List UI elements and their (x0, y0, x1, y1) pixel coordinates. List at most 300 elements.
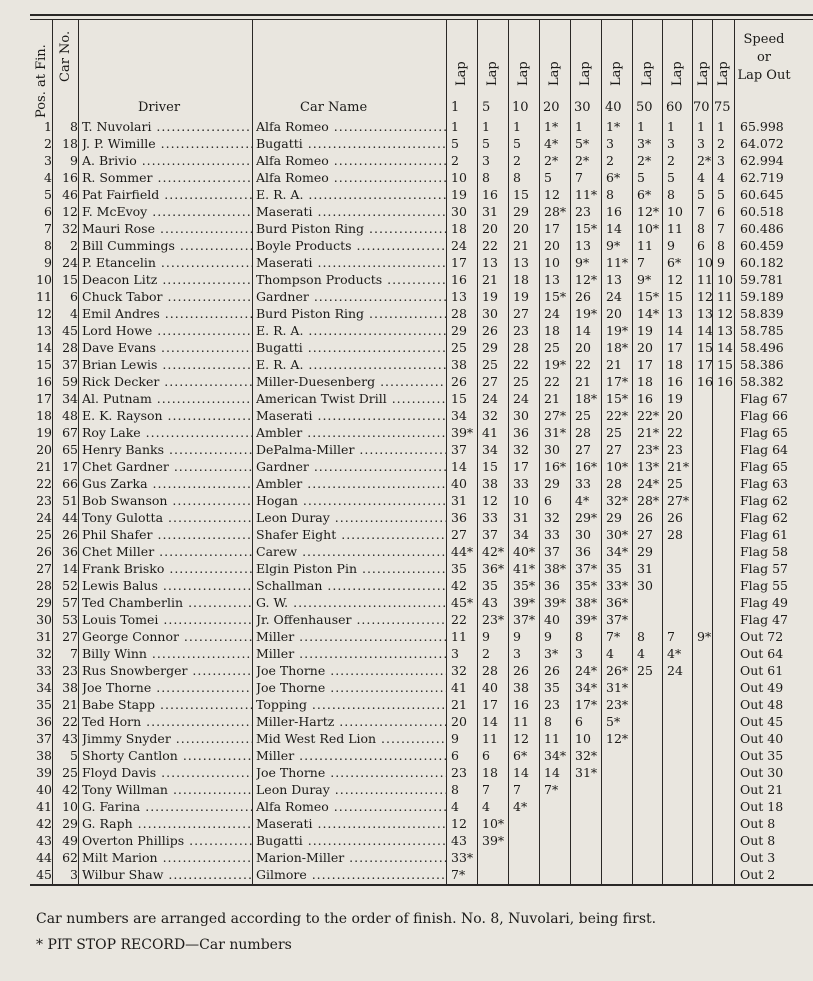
lap-60-position: 19 (667, 391, 683, 406)
lap-60-position: 7 (667, 629, 675, 644)
lap-1-position: 11 (451, 629, 467, 644)
lap-40-position: 28 (606, 476, 622, 491)
pit-stop-footnote: * PIT STOP RECORD—Car numbers (36, 937, 292, 953)
car-name: Maserati ..... (256, 203, 446, 220)
lap-5-position: 8 (482, 170, 490, 185)
table-row (0, 526, 813, 543)
lap-30-position: 12* (575, 272, 598, 287)
speed-or-lap-out: Out 72 (740, 629, 784, 644)
table-row (0, 441, 813, 458)
lap-10-position: 14 (513, 765, 529, 780)
lap-50-position: 20 (637, 340, 653, 355)
finish-position: 31 (36, 629, 52, 644)
driver-name: Overton Phillips ..... (82, 832, 252, 849)
lap-50-position: 19 (637, 323, 653, 338)
lap-10-position: 33 (513, 476, 529, 491)
lap-70-position: 17 (697, 357, 713, 372)
lap-60-position: 15 (667, 289, 683, 304)
lap-1-position: 44* (451, 544, 474, 559)
lap-10-position: 9 (513, 629, 521, 644)
finish-position: 30 (36, 612, 52, 627)
lap-10-position: 40* (513, 544, 536, 559)
lap-1-position: 8 (451, 782, 459, 797)
lap-5-position: 14 (482, 714, 498, 729)
header-lap-75: Lap (716, 61, 731, 86)
finish-position: 23 (36, 493, 52, 508)
lap-10-position: 3 (513, 646, 521, 661)
table-row (0, 118, 813, 135)
driver-name: Lord Howe ..... (82, 322, 252, 339)
lap-40-position: 32* (606, 493, 629, 508)
car-number: 6 (70, 289, 78, 304)
table-row (0, 390, 813, 407)
lap-50-position: 8 (637, 629, 645, 644)
car-name: Bugatti ..... (256, 135, 446, 152)
car-number: 5 (70, 748, 78, 763)
finish-position: 32 (36, 646, 52, 661)
car-number: 52 (62, 578, 78, 593)
lap-40-position: 1* (606, 119, 621, 134)
lap-10-position: 37* (513, 612, 536, 627)
lap-20-position: 37 (544, 544, 560, 559)
car-number: 36 (62, 544, 78, 559)
lap-60-position: 18 (667, 357, 683, 372)
lap-10-position: 30 (513, 408, 529, 423)
table-row (0, 186, 813, 203)
car-number: 37 (62, 357, 78, 372)
car-name: Joe Thorne ..... (256, 662, 446, 679)
lap-50-position: 7 (637, 255, 645, 270)
lap-30-position: 34* (575, 680, 598, 695)
lap-1-position: 18 (451, 221, 467, 236)
lap-40-position: 30* (606, 527, 629, 542)
lap-1-position: 16 (451, 272, 467, 287)
lap-30-position: 33 (575, 476, 591, 491)
car-number: 45 (62, 323, 78, 338)
lap-20-position: 10 (544, 255, 560, 270)
lap-1-position: 13 (451, 289, 467, 304)
header-speed-line-2: or (756, 50, 772, 65)
table-row (0, 458, 813, 475)
lap-num-30: 30 (574, 100, 591, 115)
lap-40-position: 12* (606, 731, 629, 746)
speed-or-lap-out: Flag 49 (740, 595, 789, 610)
lap-10-position: 2 (513, 153, 521, 168)
speed-or-lap-out: Out 48 (740, 697, 784, 712)
lap-10-position: 19 (513, 289, 529, 304)
lap-1-position: 30 (451, 204, 467, 219)
lap-30-position: 35* (575, 578, 598, 593)
lap-10-position: 21 (513, 238, 529, 253)
lap-30-position: 1 (575, 119, 583, 134)
car-name: Ambler ..... (256, 475, 446, 492)
lap-30-position: 31* (575, 765, 598, 780)
car-name: Carew ..... (256, 543, 446, 560)
lap-20-position: 23 (544, 697, 560, 712)
lap-75-position: 15 (717, 357, 733, 372)
lap-30-position: 8 (575, 629, 583, 644)
lap-10-position: 5 (513, 136, 521, 151)
lap-5-position: 41 (482, 425, 498, 440)
table-row (0, 764, 813, 781)
finish-position: 27 (36, 561, 52, 576)
table-row (0, 679, 813, 696)
lap-5-position: 32 (482, 408, 498, 423)
table-row (0, 866, 813, 883)
lap-20-position: 22 (544, 374, 560, 389)
table-row (0, 628, 813, 645)
lap-50-position: 26 (637, 510, 653, 525)
lap-1-position: 43 (451, 833, 467, 848)
table-row (0, 815, 813, 832)
lap-num-1: 1 (451, 100, 460, 115)
lap-30-position: 37* (575, 561, 598, 576)
driver-name: Floyd Davis ..... (82, 764, 252, 781)
lap-60-position: 25 (667, 476, 683, 491)
lap-30-position: 39* (575, 612, 598, 627)
lap-10-position: 23 (513, 323, 529, 338)
speed-or-lap-out: Flag 58 (740, 544, 789, 559)
lap-5-position: 30 (482, 306, 498, 321)
lap-20-position: 5 (544, 170, 552, 185)
lap-1-position: 27 (451, 527, 467, 542)
finish-position: 17 (36, 391, 52, 406)
car-name: E. R. A. ..... (256, 356, 446, 373)
lap-70-position: 4 (697, 170, 705, 185)
lap-1-position: 1 (451, 119, 459, 134)
driver-name: George Connor ..... (82, 628, 252, 645)
car-number: 49 (62, 833, 78, 848)
lap-40-position: 17* (606, 374, 629, 389)
lap-40-position: 6* (606, 170, 621, 185)
car-number: 18 (62, 136, 78, 151)
table-row (0, 696, 813, 713)
lap-10-position: 8 (513, 170, 521, 185)
lap-1-position: 4 (451, 799, 459, 814)
car-number: 2 (70, 238, 78, 253)
lap-50-position: 23* (637, 442, 660, 457)
driver-name: Chuck Tabor ..... (82, 288, 252, 305)
lap-1-position: 24 (451, 238, 467, 253)
lap-60-position: 22 (667, 425, 683, 440)
lap-40-position: 24 (606, 289, 622, 304)
lap-30-position: 25 (575, 408, 591, 423)
driver-name: F. McEvoy ..... (82, 203, 252, 220)
lap-5-position: 20 (482, 221, 498, 236)
lap-num-40: 40 (605, 100, 622, 115)
driver-name: Bill Cummings ..... (82, 237, 252, 254)
table-row (0, 220, 813, 237)
finish-position: 28 (36, 578, 52, 593)
car-name: Thompson Products ..... (256, 271, 446, 288)
results-table-body (0, 118, 813, 883)
lap-40-position: 14 (606, 221, 622, 236)
lap-20-position: 25 (544, 340, 560, 355)
car-number: 46 (62, 187, 78, 202)
finish-position: 44 (36, 850, 52, 865)
lap-1-position: 19 (451, 187, 467, 202)
driver-name: R. Sommer ..... (82, 169, 252, 186)
table-row (0, 560, 813, 577)
finish-position: 34 (36, 680, 52, 695)
lap-70-position: 10 (697, 255, 713, 270)
finish-position: 4 (44, 170, 52, 185)
car-name: Miller ..... (256, 628, 446, 645)
speed-or-lap-out: 60.518 (740, 204, 784, 219)
header-lap-30: Lap (578, 61, 593, 86)
driver-name: Joe Thorne ..... (82, 679, 252, 696)
lap-5-position: 43 (482, 595, 498, 610)
car-number: 14 (62, 561, 78, 576)
lap-40-position: 3 (606, 136, 614, 151)
table-row (0, 322, 813, 339)
lap-50-position: 3* (637, 136, 652, 151)
car-name: Alfa Romeo ..... (256, 152, 446, 169)
lap-5-position: 37 (482, 527, 498, 542)
speed-or-lap-out: Out 21 (740, 782, 784, 797)
car-number: 9 (70, 153, 78, 168)
car-number: 7 (70, 646, 78, 661)
lap-5-position: 17 (482, 697, 498, 712)
lap-5-position: 18 (482, 765, 498, 780)
lap-50-position: 6* (637, 187, 652, 202)
car-number: 4 (70, 306, 78, 321)
lap-20-position: 8 (544, 714, 552, 729)
lap-60-position: 16 (667, 374, 683, 389)
header-speed-line-3: Lap Out (737, 68, 791, 83)
driver-name: Al. Putnam ..... (82, 390, 252, 407)
lap-1-position: 45* (451, 595, 474, 610)
lap-60-position: 1 (667, 119, 675, 134)
lap-70-position: 16 (697, 374, 713, 389)
finish-position: 10 (36, 272, 52, 287)
lap-5-position: 34 (482, 442, 498, 457)
lap-1-position: 10 (451, 170, 467, 185)
table-row (0, 407, 813, 424)
lap-1-position: 37 (451, 442, 467, 457)
lap-40-position: 27 (606, 442, 622, 457)
header-pos: Pos. at Fin. (34, 44, 49, 118)
lap-40-position: 15* (606, 391, 629, 406)
lap-20-position: 26 (544, 663, 560, 678)
lap-50-position: 1 (637, 119, 645, 134)
lap-10-position: 16 (513, 697, 529, 712)
lap-40-position: 22* (606, 408, 629, 423)
car-number: 26 (62, 527, 78, 542)
lap-40-position: 7* (606, 629, 621, 644)
lap-10-position: 25 (513, 374, 529, 389)
lap-60-position: 28 (667, 527, 683, 542)
lap-40-position: 21 (606, 357, 622, 372)
finish-position: 6 (44, 204, 52, 219)
lap-5-position: 39* (482, 833, 505, 848)
lap-30-position: 29* (575, 510, 598, 525)
car-name: E. R. A. ..... (256, 186, 446, 203)
lap-5-position: 4 (482, 799, 490, 814)
car-name: Joe Thorne ..... (256, 679, 446, 696)
lap-1-position: 35 (451, 561, 467, 576)
lap-20-position: 21 (544, 391, 560, 406)
driver-name: T. Nuvolari ..... (82, 118, 252, 135)
driver-name: Chet Miller ..... (82, 543, 252, 560)
finish-position: 2 (44, 136, 52, 151)
lap-40-position: 19* (606, 323, 629, 338)
lap-40-position: 18* (606, 340, 629, 355)
lap-30-position: 18* (575, 391, 598, 406)
lap-60-position: 12 (667, 272, 683, 287)
finish-position: 11 (36, 289, 52, 304)
speed-or-lap-out: Out 30 (740, 765, 784, 780)
header-lap-70: Lap (696, 61, 711, 86)
lap-5-position: 13 (482, 255, 498, 270)
lap-20-position: 17 (544, 221, 560, 236)
lap-40-position: 4 (606, 646, 614, 661)
lap-1-position: 36 (451, 510, 467, 525)
header-car-no: Car No. (58, 30, 73, 82)
lap-60-position: 10 (667, 204, 683, 219)
lap-60-position: 27* (667, 493, 690, 508)
driver-name: Gus Zarka ..... (82, 475, 252, 492)
lap-40-position: 16 (606, 204, 622, 219)
lap-10-position: 38 (513, 680, 529, 695)
lap-50-position: 15* (637, 289, 660, 304)
speed-or-lap-out: Out 64 (740, 646, 784, 661)
lap-10-position: 4* (513, 799, 528, 814)
lap-1-position: 28 (451, 306, 467, 321)
finish-position: 5 (44, 187, 52, 202)
lap-10-position: 10 (513, 493, 529, 508)
lap-50-position: 2* (637, 153, 652, 168)
finish-position: 25 (36, 527, 52, 542)
finish-position: 38 (36, 748, 52, 763)
car-name: Alfa Romeo ..... (256, 118, 446, 135)
lap-75-position: 2 (717, 136, 725, 151)
lap-70-position: 12 (697, 289, 713, 304)
lap-10-position: 12 (513, 731, 529, 746)
header-lap-50: Lap (640, 61, 655, 86)
lap-40-position: 37* (606, 612, 629, 627)
finish-position: 36 (36, 714, 52, 729)
lap-20-position: 32 (544, 510, 560, 525)
lap-70-position: 2* (697, 153, 712, 168)
table-row (0, 237, 813, 254)
lap-60-position: 9 (667, 238, 675, 253)
lap-1-position: 39* (451, 425, 474, 440)
lap-5-position: 40 (482, 680, 498, 695)
lap-50-position: 14* (637, 306, 660, 321)
lap-1-position: 25 (451, 340, 467, 355)
lap-75-position: 7 (717, 221, 725, 236)
table-row (0, 798, 813, 815)
car-number: 43 (62, 731, 78, 746)
driver-name: Mauri Rose ..... (82, 220, 252, 237)
finish-position: 12 (36, 306, 52, 321)
finish-position: 15 (36, 357, 52, 372)
speed-or-lap-out: 58.386 (740, 357, 784, 372)
header-lap-40: Lap (609, 61, 624, 86)
finish-position: 13 (36, 323, 52, 338)
lap-30-position: 3 (575, 646, 583, 661)
speed-or-lap-out: 58.785 (740, 323, 784, 338)
car-number: 17 (62, 459, 78, 474)
lap-20-position: 19* (544, 357, 567, 372)
lap-1-position: 26 (451, 374, 467, 389)
lap-5-position: 22 (482, 238, 498, 253)
car-name: Leon Duray ..... (256, 781, 446, 798)
lap-75-position: 11 (717, 289, 733, 304)
lap-20-position: 16* (544, 459, 567, 474)
finish-position: 41 (36, 799, 52, 814)
table-row (0, 577, 813, 594)
lap-1-position: 9 (451, 731, 459, 746)
speed-or-lap-out: Out 8 (740, 816, 776, 831)
header-driver: Driver (138, 100, 181, 115)
lap-20-position: 31* (544, 425, 567, 440)
lap-5-position: 19 (482, 289, 498, 304)
driver-name: G. Raph ..... (82, 815, 252, 832)
car-name: American Twist Drill ..... (256, 390, 446, 407)
finish-position: 45 (36, 867, 52, 882)
top-rule (30, 14, 813, 16)
table-row (0, 152, 813, 169)
lap-75-position: 8 (717, 238, 725, 253)
car-name: Maserati ..... (256, 815, 446, 832)
header-lap-10: Lap (516, 61, 531, 86)
lap-40-position: 33* (606, 578, 629, 593)
driver-name: Frank Brisko ..... (82, 560, 252, 577)
lap-70-position: 11 (697, 272, 713, 287)
lap-5-position: 35 (482, 578, 498, 593)
lap-75-position: 10 (717, 272, 733, 287)
driver-name: Wilbur Shaw ..... (82, 866, 252, 883)
finish-position: 40 (36, 782, 52, 797)
lap-30-position: 36 (575, 544, 591, 559)
speed-or-lap-out: 58.839 (740, 306, 784, 321)
finish-position: 35 (36, 697, 52, 712)
lap-60-position: 5 (667, 170, 675, 185)
lap-50-position: 4 (637, 646, 645, 661)
lap-40-position: 11* (606, 255, 629, 270)
car-name: G. W. ..... (256, 594, 446, 611)
driver-name: Lewis Balus ..... (82, 577, 252, 594)
lap-50-position: 27 (637, 527, 653, 542)
lap-20-position: 35 (544, 680, 560, 695)
finish-position: 19 (36, 425, 52, 440)
finish-position: 20 (36, 442, 52, 457)
table-row (0, 203, 813, 220)
bottom-rule (30, 884, 813, 886)
table-row (0, 135, 813, 152)
lap-75-position: 12 (717, 306, 733, 321)
lap-1-position: 31 (451, 493, 467, 508)
car-name: Marion-Miller ..... (256, 849, 446, 866)
driver-name: Deacon Litz ..... (82, 271, 252, 288)
lap-30-position: 27 (575, 442, 591, 457)
lap-50-position: 10* (637, 221, 660, 236)
lap-10-position: 36 (513, 425, 529, 440)
lap-30-position: 20 (575, 340, 591, 355)
lap-20-position: 11 (544, 731, 560, 746)
car-name: Schallman ..... (256, 577, 446, 594)
lap-40-position: 34* (606, 544, 629, 559)
lap-10-position: 39* (513, 595, 536, 610)
lap-50-position: 11 (637, 238, 653, 253)
driver-name: Roy Lake ..... (82, 424, 252, 441)
lap-30-position: 26 (575, 289, 591, 304)
finish-position: 14 (36, 340, 52, 355)
car-name: Miller ..... (256, 747, 446, 764)
car-number: 51 (62, 493, 78, 508)
